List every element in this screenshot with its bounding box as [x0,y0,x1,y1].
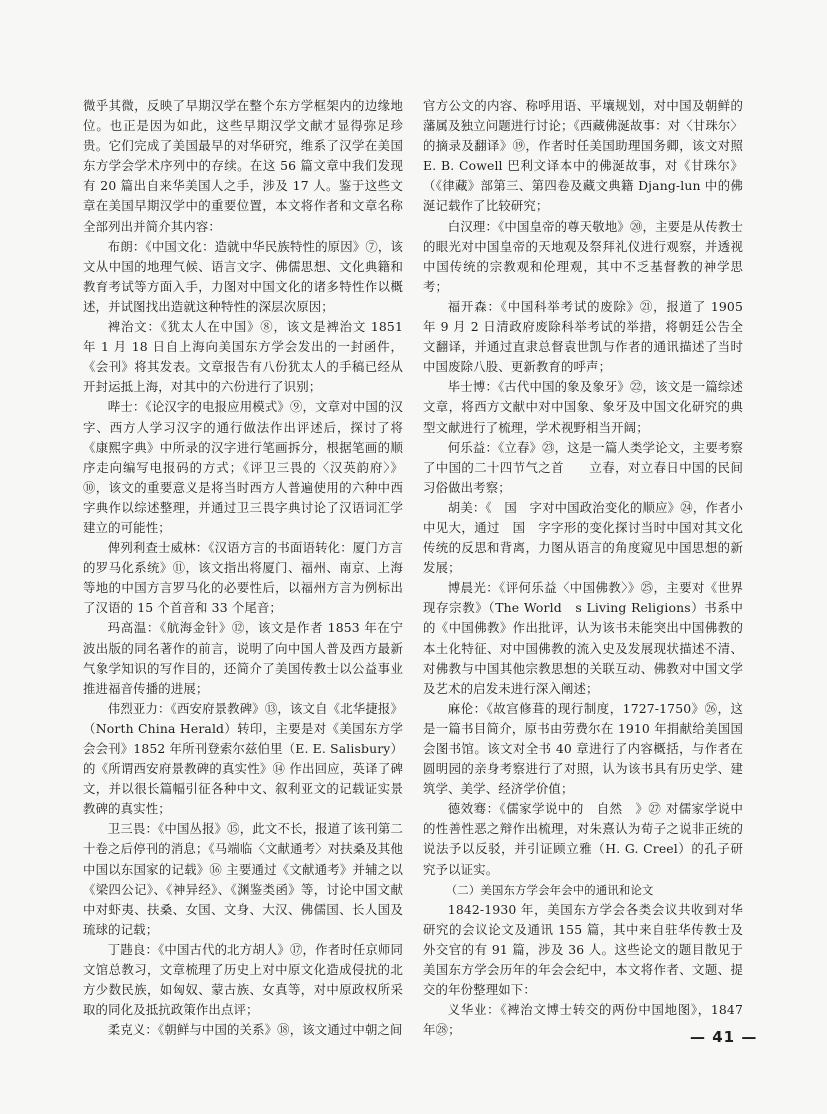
paragraph: 何乐益：《立春》㉓，这是一篇人类学论文，主要考察了中国的二十四节气之首 立春，对立春日中国的民间习俗做出考察； [423,439,743,495]
paragraph: 微乎其微，反映了早期汉学在整个东方学框架内的边缘地位。也正是因为如此，这些早期汉学文献才显得弥足珍贵。它们完成了美国最早的对华研究，维系了汉学在美国东方学会学术序列中的存续。在这 56 篇文章中我们发现有 20 篇出自来华美国人之手，涉及 17 人。鉴于这些文章在美国早期汉学中的重要位置，本文将作者和文章名称全部列出并简介其内容： [83,98,403,234]
paragraph: 麻伦：《故宫修葺的现行制度，1727-1750》㉖，这是一篇书目简介，原书由劳费尔在 1910 年捐献给美国国会图书馆。该文对全书 40 章进行了内容概括，与作者在圆明园的亲身考察进行了对照，认为该书具有历史学、建筑学、美学、经济学价值； [423,700,743,797]
paragraph: 毕士博：《古代中国的象及象牙》㉒，该文是一篇综述文章，将西方文献中对中国象、象牙及中国文化研究的典型文献进行了梳理，学术视野相当开阔； [423,379,743,435]
paragraph: 玛高温：《航海金针》⑫，该文是作者 1853 年在宁波出版的同名著作的前言，说明了向中国人普及西方最新气象学知识的写作目的，还简介了美国传教士以公益事业推进福音传播的进展； [83,620,403,696]
paragraph: 俾列利查士威林：《汉语方言的书面语转化：厦门方言的罗马化系统》⑪，该文指出将厦门、福州、南京、上海等地的中国方言罗马化的必要性后，以福州方言为例标出了汉语的 15 个首音和 33 个尾音； [83,540,403,616]
paragraph: 白汉理：《中国皇帝的尊天敬地》⑳，主要是从传教士的眼光对中国皇帝的天地观及祭拜礼仪进行观察，并透视中国传统的宗教观和伦理观，其中不乏基督教的神学思考； [423,218,743,294]
page-number: — 41 — [690,1028,758,1046]
paragraph: 哔士：《论汉字的电报应用模式》⑨，文章对中国的汉字、西方人学习汉字的通行做法作出评述后，探讨了将《康熙字典》中所录的汉字进行笔画拆分，根据笔画的顺序走向编写电报码的方式；《评卫三畏的〈汉英韵府〉》⑩，该文的重要意义是将当时西方人普遍使用的六种中西字典作以综述整理，并通过卫三畏字典讨论了汉语词汇学建立的可能性； [83,399,403,535]
paragraph: 卫三畏：《中国丛报》⑮，此文不长，报道了该刊第二十卷之后停刊的消息；《马端临〈文献通考〉对扶桑及其他中国以东国家的记载》⑯ 主要通过《文献通考》并辅之以《梁四公记》、《神异经》、《渊鉴类函》等，讨论中国文献中对虾夷、扶桑、女国、文身、大汉、佛儒国、长人国及琉球的记载； [83,821,403,937]
paragraph: 丁韪良：《中国古代的北方胡人》⑰，作者时任京师同文馆总教习，文章梳理了历史上对中原文化造成侵扰的北方少数民族，如匈奴、蒙古族、女真等，对中原政权所采取的同化及抵抗政策作出点评； [83,941,403,1018]
paragraph: 德效骞：《儒家学说中的 自然 》㉗ 对儒家学说中的性善性恶之辩作出梳理，对朱熹认为荀子之说非正统的说法予以反驳，并引证顾立雅（H. G. Creel）的孔子研究予以证实。 [423,801,743,877]
right-column [423,96,743,1040]
paragraph: 义华业：《裨治文博士转交的两份中国地图》，1847 年㉘； [423,1002,743,1038]
paragraph: 1842-1930 年，美国东方学会各类会议共收到对华研究的会议论文及通讯 155 篇，其中来自驻华传教士及外交官的有 91 篇，涉及 36 人。这些论文的题目散见于美国东方学会历年的年会会纪中，本文将作者、文题、提交的年份整理如下： [423,901,743,998]
paragraph: 胡美：《 国 字对中国政治变化的顺应》㉔，作者小中见大，通过 国 字字形的变化探讨当时中国对其文化传统的反思和背离，力图从语言的角度窥见中国思想的新发展； [423,499,743,576]
paragraph: 福开森：《中国科举考试的废除》㉑，报道了 1905 年 9 月 2 日清政府废除科举考试的举措，将朝廷公告全文翻译，并通过直隶总督袁世凯与作者的通讯描述了当时中国废除八股、更新教育的呼声； [423,298,743,375]
paragraph: 博晨光：《评何乐益〈中国佛教〉》㉕，主要对《世界现存宗教》（The World s Living Religions）书系中的《中国佛教》作出批评，认为该书未能突出中国佛教的本土化特征、对中国佛教的流入史及发展现状描述不清、对佛教与中国其他宗教思想的关联互动、佛教对中国文学及艺术的启发未进行深入阐述； [423,580,743,696]
left-column [83,96,403,1040]
section-heading: （二）美国东方学会年会中的通讯和论文 [445,882,654,897]
paragraph: 布朗：《中国文化：造就中华民族特性的原因》⑦，该文从中国的地理气候、语言文字、佛儒思想、文化典籍和教育考试等方面入手，力图对中国文化的诸多特性作以概述，并试图找出造就这种特性的深层次原因； [83,238,403,314]
paragraph: 官方公文的内容、称呼用语、平壤规划，对中国及朝鲜的藩属及独立问题进行讨论；《西藏佛涎故事：对〈甘珠尔〉的摘录及翻译》⑲，作者时任美国助理国务卿，该文对照 E. B. Cowell 巴利文译本中的佛涎故事，对《甘珠尔》（《律藏》部第三、第四卷及藏文典籍 Djang-lun 中的佛涎记载作了比较研究； [423,98,743,214]
paragraph: 裨治文：《犹太人在中国》⑧，该文是裨治文 1851 年 1 月 18 日自上海向美国东方学会发出的一封函件，《会刊》将其发表。文章报告有八份犹太人的手稿已经从开封运抵上海，对其中的六份进行了识别； [83,319,403,395]
paragraph: 伟烈亚力：《西安府景教碑》⑬，该文自《北华捷报》（North China Herald）转印，主要是对《美国东方学会会刊》1852 年所刊登索尔兹伯里（E. E. Salisbury）的《所谓西安府景教碑的真实性》⑭ 作出回应，英译了碑文，并以很长篇幅引征各种中文、叙利亚文的记载证实景教碑的真实性； [83,700,403,817]
paragraph: 柔克义：《朝鲜与中国的关系》⑱，该文通过中朝之间 [107,1022,403,1038]
